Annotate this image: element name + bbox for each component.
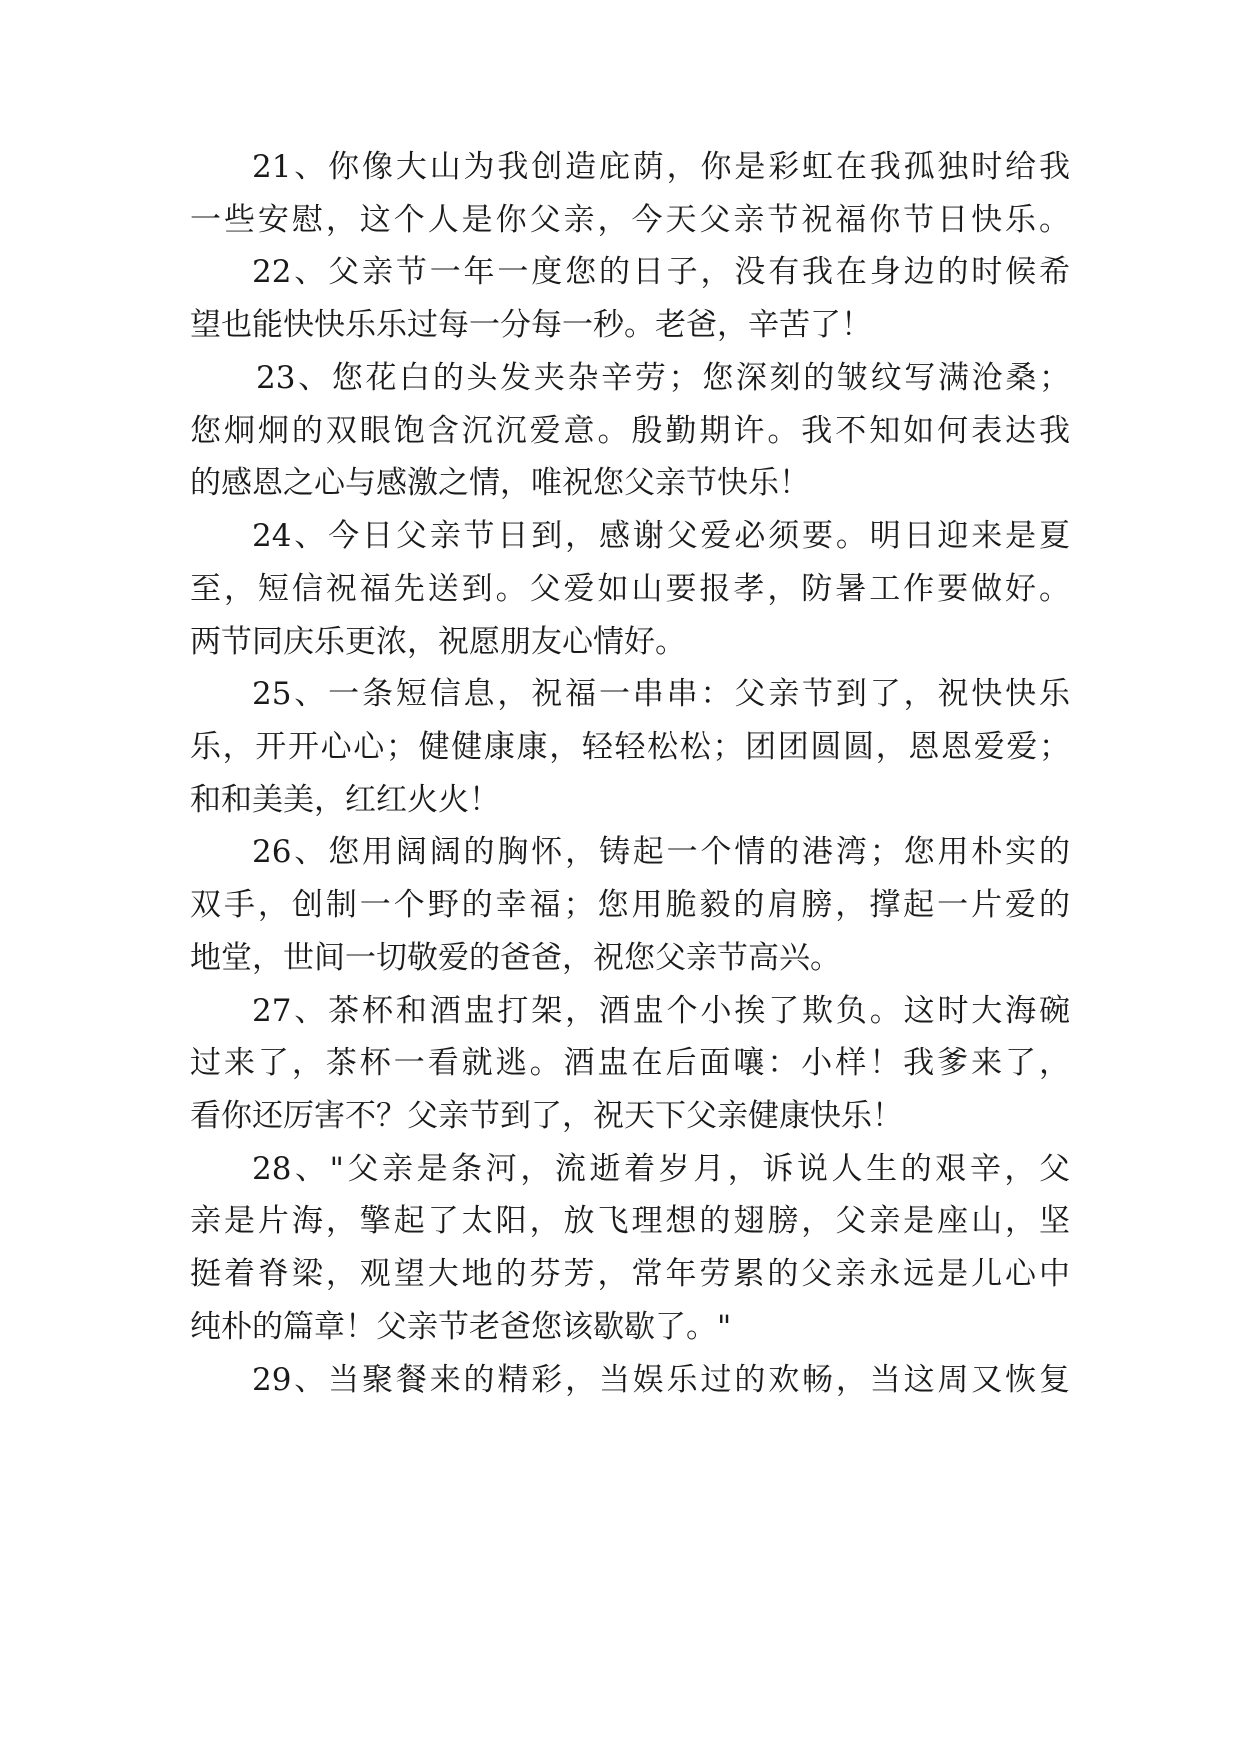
paragraph-26-line-2: 双手，创制一个野的幸福；您用脆毅的肩膀，撑起一片爱的 (190, 887, 1070, 923)
paragraph-28-line-2: 亲是片海，擎起了太阳，放飞理想的翅膀，父亲是座山，坚 (190, 1203, 1070, 1239)
paragraph-28-line-1: 28、"父亲是条河，流逝着岁月，诉说人生的艰辛，父 (252, 1151, 1070, 1187)
paragraph-26-line-3: 地堂，世间一切敬爱的爸爸，祝您父亲节高兴。 (190, 940, 841, 976)
paragraph-24-line-1: 24、今日父亲节日到，感谢父爱必须要。明日迎来是夏 (252, 518, 1070, 554)
paragraph-24-line-2: 至，短信祝福先送到。父爱如山要报孝，防暑工作要做好。 (190, 571, 1070, 607)
paragraph-21-line-1: 21、你像大山为我创造庇荫，你是彩虹在我孤独时给我 (252, 149, 1070, 185)
paragraph-25-line-3: 和和美美，红红火火！ (190, 782, 500, 818)
paragraph-28-line-4: 纯朴的篇章！父亲节老爸您该歇歇了。" (190, 1309, 732, 1345)
paragraph-21-line-2: 一些安慰，这个人是你父亲，今天父亲节祝福你节日快乐。 (190, 202, 1070, 238)
paragraph-23-line-3: 的感恩之心与感激之情，唯祝您父亲节快乐！ (190, 465, 810, 501)
paragraph-29-line-1: 29、当聚餐来的精彩，当娱乐过的欢畅，当这周又恢复 (252, 1362, 1070, 1398)
paragraph-22-line-2: 望也能快快乐乐过每一分每一秒。老爸，辛苦了！ (190, 307, 872, 343)
paragraph-27-line-3: 看你还厉害不？父亲节到了，祝天下父亲健康快乐！ (190, 1098, 903, 1134)
paragraph-28-line-3: 挺着脊梁，观望大地的芬芳，常年劳累的父亲永远是儿心中 (190, 1256, 1070, 1292)
paragraph-24-line-3: 两节同庆乐更浓，祝愿朋友心情好。 (190, 624, 686, 660)
paragraph-25-line-2: 乐，开开心心；健健康康，轻轻松松；团团圆圆，恩恩爱爱； (190, 729, 1070, 765)
paragraph-25-line-1: 25、一条短信息，祝福一串串：父亲节到了，祝快快乐 (252, 676, 1070, 712)
paragraph-23-line-2: 您炯炯的双眼饱含沉沉爱意。殷勤期许。我不知如何表达我 (190, 413, 1070, 449)
paragraph-26-line-1: 26、您用阔阔的胸怀，铸起一个情的港湾；您用朴实的 (252, 834, 1070, 870)
paragraph-27-line-2: 过来了，茶杯一看就逃。酒盅在后面嚷：小样！我爹来了， (190, 1045, 1070, 1081)
paragraph-27-line-1: 27、茶杯和酒盅打架，酒盅个小挨了欺负。这时大海碗 (252, 993, 1070, 1029)
paragraph-23-line-1: 23、您花白的头发夹杂辛劳；您深刻的皱纹写满沧桑； (256, 360, 1070, 396)
paragraph-22-line-1: 22、父亲节一年一度您的日子，没有我在身边的时候希 (252, 254, 1070, 290)
